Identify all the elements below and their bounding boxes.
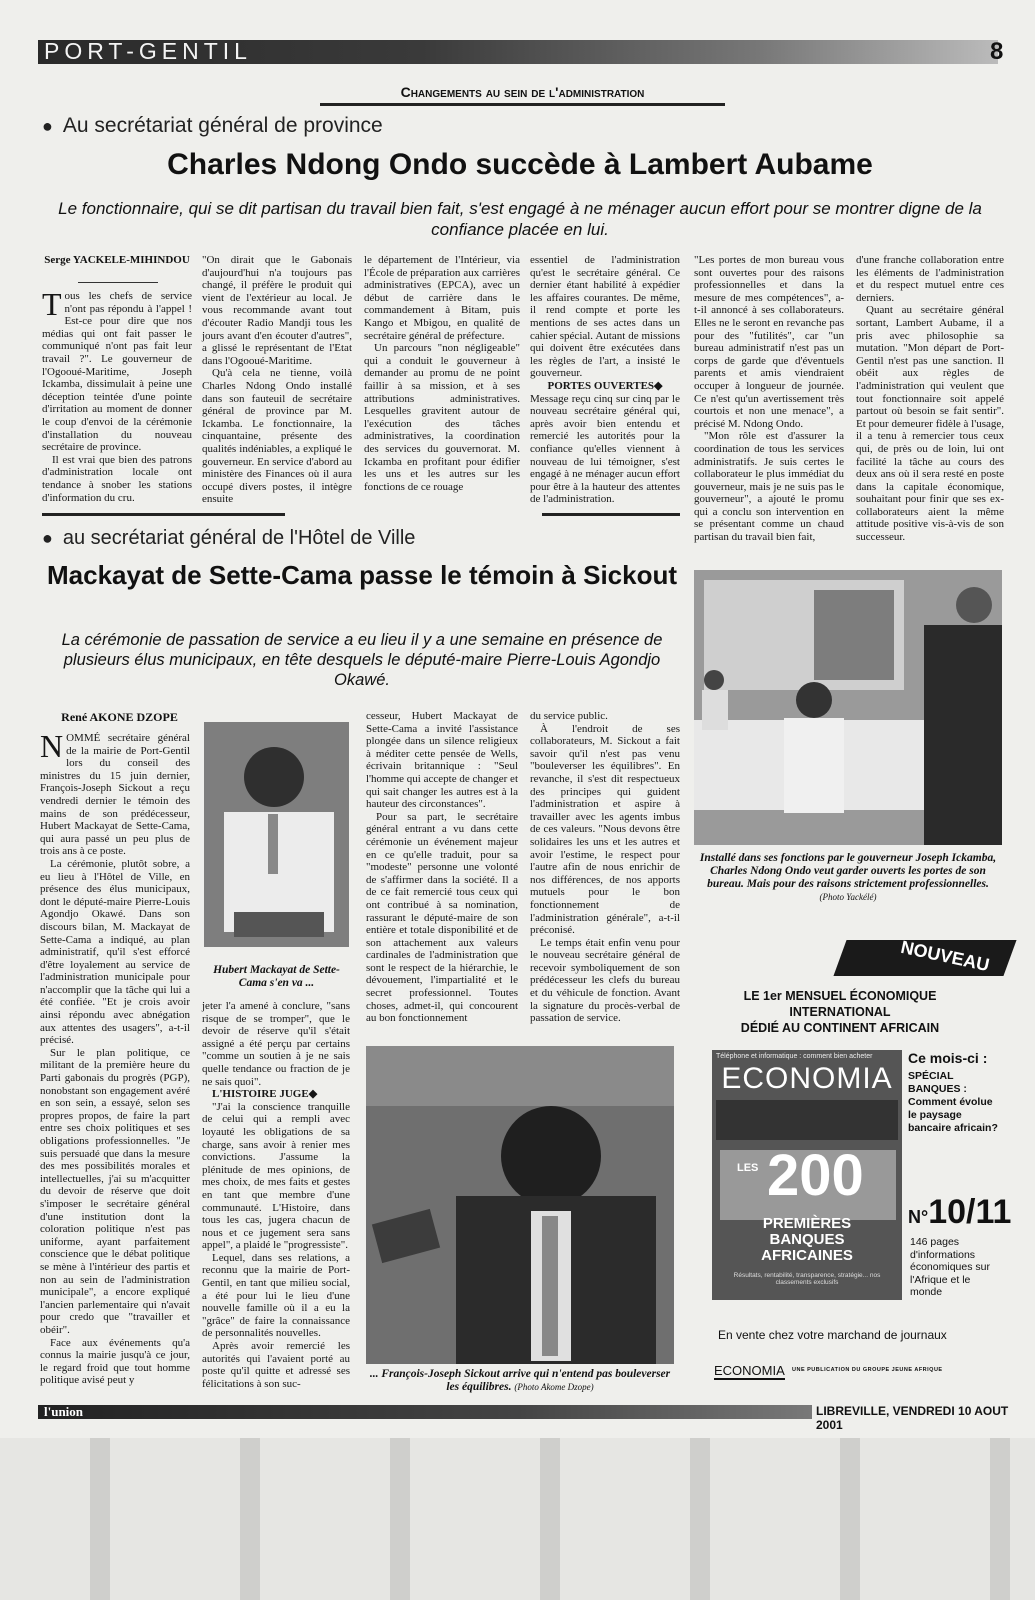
- article1-photo-caption: [694, 852, 1002, 904]
- magazine-cover: [712, 1050, 902, 1300]
- ad-brand: ECONOMIA: [714, 1363, 785, 1378]
- article1-photo: [694, 570, 1002, 845]
- page-number: 8: [990, 38, 1004, 65]
- article2-subhead: L'HISTOIRE JUGE◆: [212, 1088, 318, 1101]
- section-divider: [542, 513, 680, 516]
- paragraph: "On dirait que le Gabonais d'aujourd'hui n'a toujours pas changé, il préfère le produit qui vient de l'extérieur au local. Je vous recommande avant tout d'écouter Radio Mandji tous les jours avant d'en écouter d'autres", a glissé le représentant de l'Etat dans l'Ogooué-Maritime.: [202, 254, 352, 367]
- ad-issue-label: N°: [908, 1207, 929, 1227]
- portrait-photo-icon: [366, 1046, 674, 1364]
- byline-divider: [78, 282, 158, 283]
- paragraph: Quant au secrétaire général sortant, Lambert Aubame, il a pris avec philosophie sa mutation. "Mon départ de Port-Gentil n'est pas une sanction. Il obéit aux règles de l'administration qui veulent que tout fonctionnaire soit appelé partout où besoin se fait sentir". Et pour demeurer fidèle à l'usage, il a tenu à remercier tous ceux qui, de près ou de loin, lui ont facilité la tâche au cours des deux ans où il sera resté en poste dans la capitale économique, souhaitant pour finir que ses ex-collaborateurs aient la même attitude positive vis-à-vis de son successeur.: [856, 304, 1004, 544]
- paragraph: Sur le plan politique, ce militant de la première heure du Parti gabonais du progrès (PGP), nonobstant son engagement avéré en son sein, a essayé, selon ses propres propos, de faire la part entre ses choix politiques et ses obligations professionnelles. "Je suis persuadé que dans la mesure des mes possibilités morales et intellectuelles, j'ai su m'acquitter du devoir de réserve que doit s'imposer le secrétaire général d'une institution dont la coloration politique n'est pas uniforme, ayant parfaitement conscience que le débat politique se mène à l'intérieur des partis et non au sein de l'administration municipale", a encore expliqué l'ancien parlementaire qui n'avait pour credo que "travailler et obéir".: [40, 1046, 190, 1336]
- article2-byline: René AKONE DZOPE: [61, 710, 178, 724]
- newspaper-logo: l'union: [44, 1404, 84, 1419]
- cover-les: LES: [737, 1162, 759, 1174]
- footer-dateline: LIBREVILLE, VENDREDI 10 AOUT 2001: [812, 1404, 1035, 1432]
- ad-this-month-label: Ce mois-ci :: [908, 1050, 988, 1066]
- ad-badge: NOUVEAU: [899, 936, 992, 976]
- paragraph: Qu'à cela ne tienne, voilà Charles Ndong Ondo installé dans son fauteuil de secrétaire général de province par M. Ickamba. Le fonctionnaire, la cinquantaine, présente des qualités indéniables, a expliqué le gouverneur. En service d'abord au ministère des Finances où il aura occupé divers postes, il intègre ensuite: [202, 367, 352, 506]
- paragraph: "J'ai la conscience tranquille de celui qui a rempli avec loyauté les obligations de sa charge, sans avoir à renier mes convictions. J'assume la plénitude de mes opinions, de mes choix, de mes faits et gestes en tant que membre d'une communauté. L'Histoire, dans tous les cas, jugera chacun de nous et ce jugement sera sans appel", a plaidé le "progressiste".: [202, 1100, 350, 1252]
- photo-credit: (Photo Akome Dzope): [514, 1382, 594, 1392]
- article1-column-5: [694, 254, 844, 554]
- cover-headline: [716, 1216, 898, 1264]
- caption-text: Installé dans ses fonctions par le gouverneur Joseph Ickamba, Charles Ndong Ondo veut garder ouverts les portes de son bureau. Mais pour des raisons strictement professionnelles.: [699, 852, 997, 890]
- cover-headline-line: BANQUES: [769, 1231, 845, 1248]
- economia-advertisement: [700, 930, 1012, 1395]
- article1-kicker: Changements au sein de l'administration: [320, 84, 725, 106]
- article2-subkicker: [42, 527, 415, 550]
- paragraph: Message reçu cinq sur cinq par le nouveau secrétaire général qui, après avoir bien entendu et remercié les autorités pour la confiance qu'elles viennent à nouveau de lui témoigner, s'est engagé à ne ménager aucun effort pour être à la hauteur des attentes de l'administration.: [530, 392, 680, 506]
- paragraph: À l'endroit de ses collaborateurs, M. Sickout a fait savoir qu'il n'est pas venu "bouleverser les équilibres". En revanche, il s'est dit respectueux des principes qui guident l'administration et aspire à travailler avec les agents imbus de ces valeurs. "Nous devons être solidaires les uns et les autres et avoir l'estime, le respect pour l'autre afin de nous enrichir de nos différences, de nos apports mutuels pour le bon fonctionnement de l'administration générale", a-t-il préconisé.: [530, 722, 680, 937]
- article1-byline: Serge YACKELE-MIHINDOU: [44, 254, 190, 266]
- ad-on-sale: En vente chez votre marchand de journaux: [718, 1328, 947, 1342]
- article2-photo-2-caption: [366, 1368, 674, 1394]
- paragraph: jeter l'a amené à conclure, "sans risque de se tromper", que le devoir de réserve qu'il s'était assigné a été perçu par certains "comme un soutien à je ne sais quelle tendance ou fraction de je ne sais quoi".: [202, 1000, 350, 1088]
- ad-issue-number: 10/11: [928, 1193, 1012, 1231]
- paragraph: cesseur, Hubert Mackayat de Sette-Cama a invité l'assistance plongée dans un silence religieux à méditer cette pensée de Wells, écrivain britannique : "Seul l'homme qui accepte de changer et qui sait changer les autres est à la hauteur des circonstances".: [366, 710, 518, 811]
- ad-publisher: UNE PUBLICATION DU GROUPE JEUNE AFRIQUE: [792, 1367, 943, 1373]
- article1-headline: Charles Ndong Ondo succède à Lambert Aubame: [167, 148, 873, 181]
- paragraph: Face aux événements qu'a connus la mairie jusqu'à ce jour, le regard froid que tout homme politique avisé peut y: [40, 1336, 190, 1387]
- page-bottom-margin: [0, 1438, 1035, 1600]
- paragraph: essentiel de l'administration qu'est le secrétaire général. Ce dernier étant habilité à expédier les affaires courantes. De même, il rend compte et porte les mentions de ses actes dans un cahier spécial. Autant de missions qui doivent être exécutées dans les règles de l'art, a insisté le gouverneur.: [530, 254, 680, 380]
- paragraph: "Les portes de mon bureau vous sont ouvertes pour des raisons professionnelles et dans la mesure de mes compétences", a-t-il annoncé à ses collaborateurs. Elles ne le seront en revanche pas pour des "futilités", car "un bureau administratif n'est pas un corps de garde que d'éventuels parents et amis viendraient occuper à longueur de journée. Ce n'est qu'un avertissement très courtois et non une menace", a précisé M. Ndong Ondo.: [694, 254, 844, 430]
- paragraph: d'une franche collaboration entre les éléments de l'administration et du respect mutuel entre ces derniers.: [856, 254, 1004, 304]
- paragraph: le département de l'Intérieur, via l'École de préparation aux carrières administratives (EPCA), avec un début de carrière dans le commandement à Bitam, puis Kango et Mbigou, en qualité de secrétaire général de préfecture.: [364, 254, 520, 342]
- paragraph: "Mon rôle est d'assurer la coordination de tous les services administratifs. Je suis certes le collaborateur le plus immédiat du gouverneur, mais je ne suis pas le gouverneur", a ajouté le promu qui a conclu son intervention en se présentant comme un chaud partisan du travail bien fait,: [694, 430, 844, 544]
- article1-column-6: [856, 254, 1004, 554]
- paragraph: OMMÉ secrétaire général de la mairie de Port-Gentil lors du conseil des ministres du 15 juin dernier, François-Joseph Sickout a reçu vendredi dernier le témoin des mains de son prédécesseur, Hubert Mackayat de Sette-Cama, qui aura passé un peu plus de trois ans à ce poste.: [40, 732, 190, 858]
- caption-text: ... François-Joseph Sickout arrive qui n'entend pas bouleverser les équilibres.: [369, 1368, 671, 1393]
- article2-photo-2: [366, 1046, 674, 1364]
- article2-photo-1: [204, 722, 349, 947]
- portrait-photo-icon: [204, 722, 349, 947]
- paragraph: Il est vrai que bien des patrons d'administration locale ont tendance à snober les stations d'information du cru.: [42, 453, 192, 504]
- paragraph: du service public.: [530, 710, 608, 722]
- ad-tagline: [700, 988, 980, 1036]
- dropcap: T: [42, 286, 62, 322]
- ad-this-month-topic: SPÉCIAL BANQUES : Comment évolue le paysage bancaire africain?: [908, 1070, 998, 1134]
- article1-column-4: [530, 254, 680, 506]
- cover-number: 200: [767, 1143, 864, 1208]
- paragraph: Un parcours "non négligeable" qui a conduit le gouverneur à demander au promu de ne point faillir à sa mission, et à ses attributions administratives. Lesquelles gravitent autour de l'exécution des tâches administratives, la coordination des services du gouvernorat. M. Ickamba en profitant pour édifier les uns et les autres sur les fonctions de ce rouage: [364, 342, 520, 493]
- paragraph: Le temps était enfin venu pour le nouveau secrétaire général de recevoir symboliquement de son prédécesseur les clefs du bureau et du véhicule de fonction. Avant la signature du procès-verbal de passation de service.: [530, 936, 680, 1025]
- article1-subkicker-text: Au secrétariat général de province: [62, 114, 383, 137]
- article2-column-3: [366, 710, 518, 1035]
- ad-issue-description: 146 pages d'informations économiques sur l'Afrique et le monde: [910, 1236, 990, 1298]
- paragraph: ous les chefs de service n'ont pas répondu à l'appel ! Est-ce pour dire que nos médias qui ont fait passer le communiqué n'ont pas fait leur travail ?". Le gouverneur de l'Ogooué-Maritime, Joseph Ickamba, dissimulait à peine une déception teintée d'une pointe d'irritation au moment de donner le coup d'envoi de la cérémonie d'installation du nouveau secrétaire de province.: [42, 290, 192, 454]
- bullet-icon: ●: [42, 116, 53, 136]
- article2-subkicker-text: au secrétariat général de l'Hôtel de Ville: [62, 527, 416, 549]
- article1-column-1: [42, 286, 192, 504]
- article2-column-1: [40, 728, 190, 1387]
- cover-headline-line: AFRICAINES: [761, 1247, 853, 1264]
- cover-subline: Résultats, rentabilité, transparence, stratégie... nos classements exclusifs: [733, 1272, 881, 1286]
- article2-column-4: [530, 710, 680, 1035]
- article2-photo-1-caption: Hubert Mackayat de Sette-Cama s'en va ...: [213, 964, 340, 989]
- paragraph: Lequel, dans ses relations, a reconnu que la mairie de Port-Gentil, en tant que milieu social, a été pour lui le lieu d'une nouvelle famille où il a eu la "grâce" de faire la connaissance de personnalités nouvelles.: [202, 1251, 350, 1340]
- article2-headline: Mackayat de Sette-Cama passe le témoin à Sickout: [46, 560, 678, 590]
- ad-tagline-line: LE 1er MENSUEL ÉCONOMIQUE INTERNATIONAL: [743, 989, 937, 1019]
- article1-subkicker: [42, 114, 383, 138]
- section-divider: [42, 513, 285, 516]
- paragraph: Après avoir remercié les autorités qui l'avaient porté au poste qu'il quitte et adressé ses félicitations à son suc-: [202, 1340, 350, 1390]
- ceremony-photo-icon: [694, 570, 1002, 845]
- article2-column-2: [202, 1000, 350, 1390]
- cover-headline-line: PREMIÈRES: [762, 1215, 852, 1232]
- article1-column-3: [364, 254, 520, 500]
- cover-top-line: Téléphone et informatique : comment bien acheter: [716, 1053, 873, 1060]
- paragraph: La cérémonie, plutôt sobre, a eu lieu à l'Hôtel de Ville, en présence des élus municipaux, dont le député-maire Pierre-Louis Agondjo Okawé. Dans son discours bilan, M. Mackayat de Sette-Cama a indiqué, au plan administratif, qu'il s'est efforcé d'être loyalement au service de l'administration municipale pour n'accomplir que la tâche qui lui a été confiée. "Et je crois avoir ainsi répondu avec abnégation aux attentes des usagers", a-t-il précisé.: [40, 857, 190, 1047]
- cover-title: ECONOMIA: [721, 1062, 893, 1095]
- paragraph: Pour sa part, le secrétaire général entrant a vu dans cette cérémonie un événement majeur en ce qu'elle traduit, pour sa "modeste" personne une volonté de s'affirmer dans la société. Il a de ce fait remercié tous ceux qui ont contribué à sa nomination, rassurant le député-maire de son entière et totale disponibilité et de son attachement aux valeurs cardinales de l'administration que sont le respect de la hiérarchie, le dévouement, l'impartialité et le secret professionnel. Toutes choses, admet-il, qui concourent au bon fonctionnement: [366, 810, 518, 1025]
- article1-column-2: [202, 254, 352, 506]
- article1-subhead: PORTES OUVERTES◆: [547, 379, 663, 392]
- section-name: PORT-GENTIL: [44, 38, 252, 64]
- ad-issue: [908, 1194, 1011, 1235]
- cover-strip: [716, 1100, 898, 1140]
- article2-deck: La cérémonie de passation de service a eu lieu il y a une semaine en présence de plusieurs élus municipaux, en tête desquels le député-maire Pierre-Louis Agondjo Okawé.: [61, 631, 663, 689]
- article1-deck: Le fonctionnaire, qui se dit partisan du travail bien fait, s'est engagé à ne ménager aucun effort pour se montrer digne de la confiance placée en lui.: [58, 199, 982, 239]
- dropcap: N: [40, 728, 64, 764]
- bullet-icon: ●: [42, 528, 53, 548]
- photo-credit: (Photo Yackélé): [819, 892, 877, 902]
- ad-tagline-line: DÉDIÉ AU CONTINENT AFRICAIN: [740, 1021, 940, 1035]
